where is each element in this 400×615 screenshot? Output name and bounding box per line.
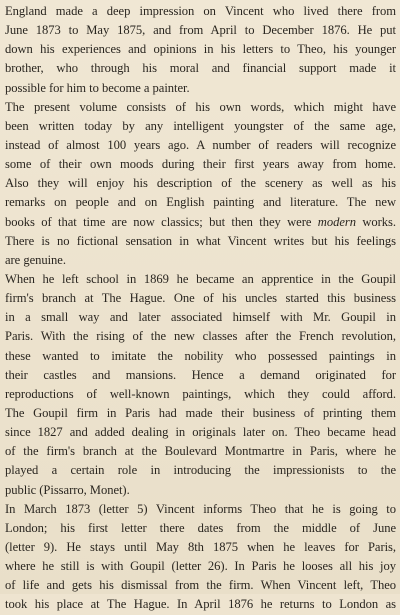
text-line: in a small way and later associated himself with Mr. Goupil in: [5, 310, 396, 325]
text-line: instead of almost 100 years ago. A number of readers will recognize: [5, 137, 396, 152]
text-line: firm's branch at The Hague. One of his uncles started this business: [5, 291, 396, 306]
text-line: The present volume consists of his own words, which might have: [5, 99, 396, 114]
text-line: London; his first letter there dates from the middle of June: [5, 520, 396, 535]
text-line: been written today by any intelligent youngster of the same age,: [5, 118, 396, 133]
text-line: down his experiences and opinions in his letters to Theo, his younger: [5, 42, 396, 57]
text-line: took his place at The Hague. In April 1876 he returns to London as: [5, 597, 396, 612]
emphasized-word: modern: [317, 214, 356, 229]
text-line: The Goupil firm in Paris had made their business of printing them: [5, 405, 396, 420]
text-line: England made a deep impression on Vincent who lived there from: [5, 4, 396, 18]
text-line: some of their own moods during their first years away from home.: [5, 157, 396, 172]
text-line: since 1827 and added dealing in originals later on. Theo became head: [5, 425, 396, 440]
text-line-with-emphasis: [5, 213, 396, 232]
text-line: (letter 9). He stays until May 8th 1875 when he leaves for Paris,: [5, 539, 396, 554]
text-line: are genuine.: [5, 252, 66, 267]
text-line: Also they will enjoy his description of the scenery as well as his: [5, 176, 396, 191]
text-line: There is no fictional sensation in what Vincent writes but his feelings: [5, 233, 396, 248]
text-line: played a certain role in introducing the impressionists to the: [5, 463, 396, 478]
text-segment: works.: [355, 214, 397, 229]
text-line: possible for him to become a painter.: [5, 80, 190, 95]
text-line: of life and gets his dismissal from the firm. When Vincent left, Theo: [5, 578, 396, 593]
text-line: reproductions of well-known paintings, which they could afford.: [5, 386, 396, 401]
text-line: public (Pissarro, Monet).: [5, 482, 130, 497]
text-line: In March 1873 (letter 5) Vincent informs Theo that he is going to: [5, 501, 396, 516]
text-line: When he left school in 1869 he became an apprentice in the Goupil: [5, 271, 396, 286]
text-line: brother, who through his moral and financial support made it: [5, 61, 396, 76]
text-segment: books of that time are now classics; but then they were: [5, 214, 318, 229]
text-line: Paris. With the rising of the new classes after the French revolution,: [5, 329, 396, 344]
text-line: where he still is with Goupil (letter 26). In Paris he looses all his joy: [5, 559, 396, 574]
text-line: their castles and mansions. Hence a demand originated for: [5, 367, 396, 382]
text-line: remarks on people and on English painting and literature. The new: [5, 195, 396, 210]
text-line: of the firm's branch at the Boulevard Montmartre in Paris, where he: [5, 444, 396, 459]
text-line: these wanted to imitate the nobility who possessed paintings in: [5, 348, 396, 363]
text-line: June 1873 to May 1875, and from April to December 1876. He put: [5, 23, 396, 38]
